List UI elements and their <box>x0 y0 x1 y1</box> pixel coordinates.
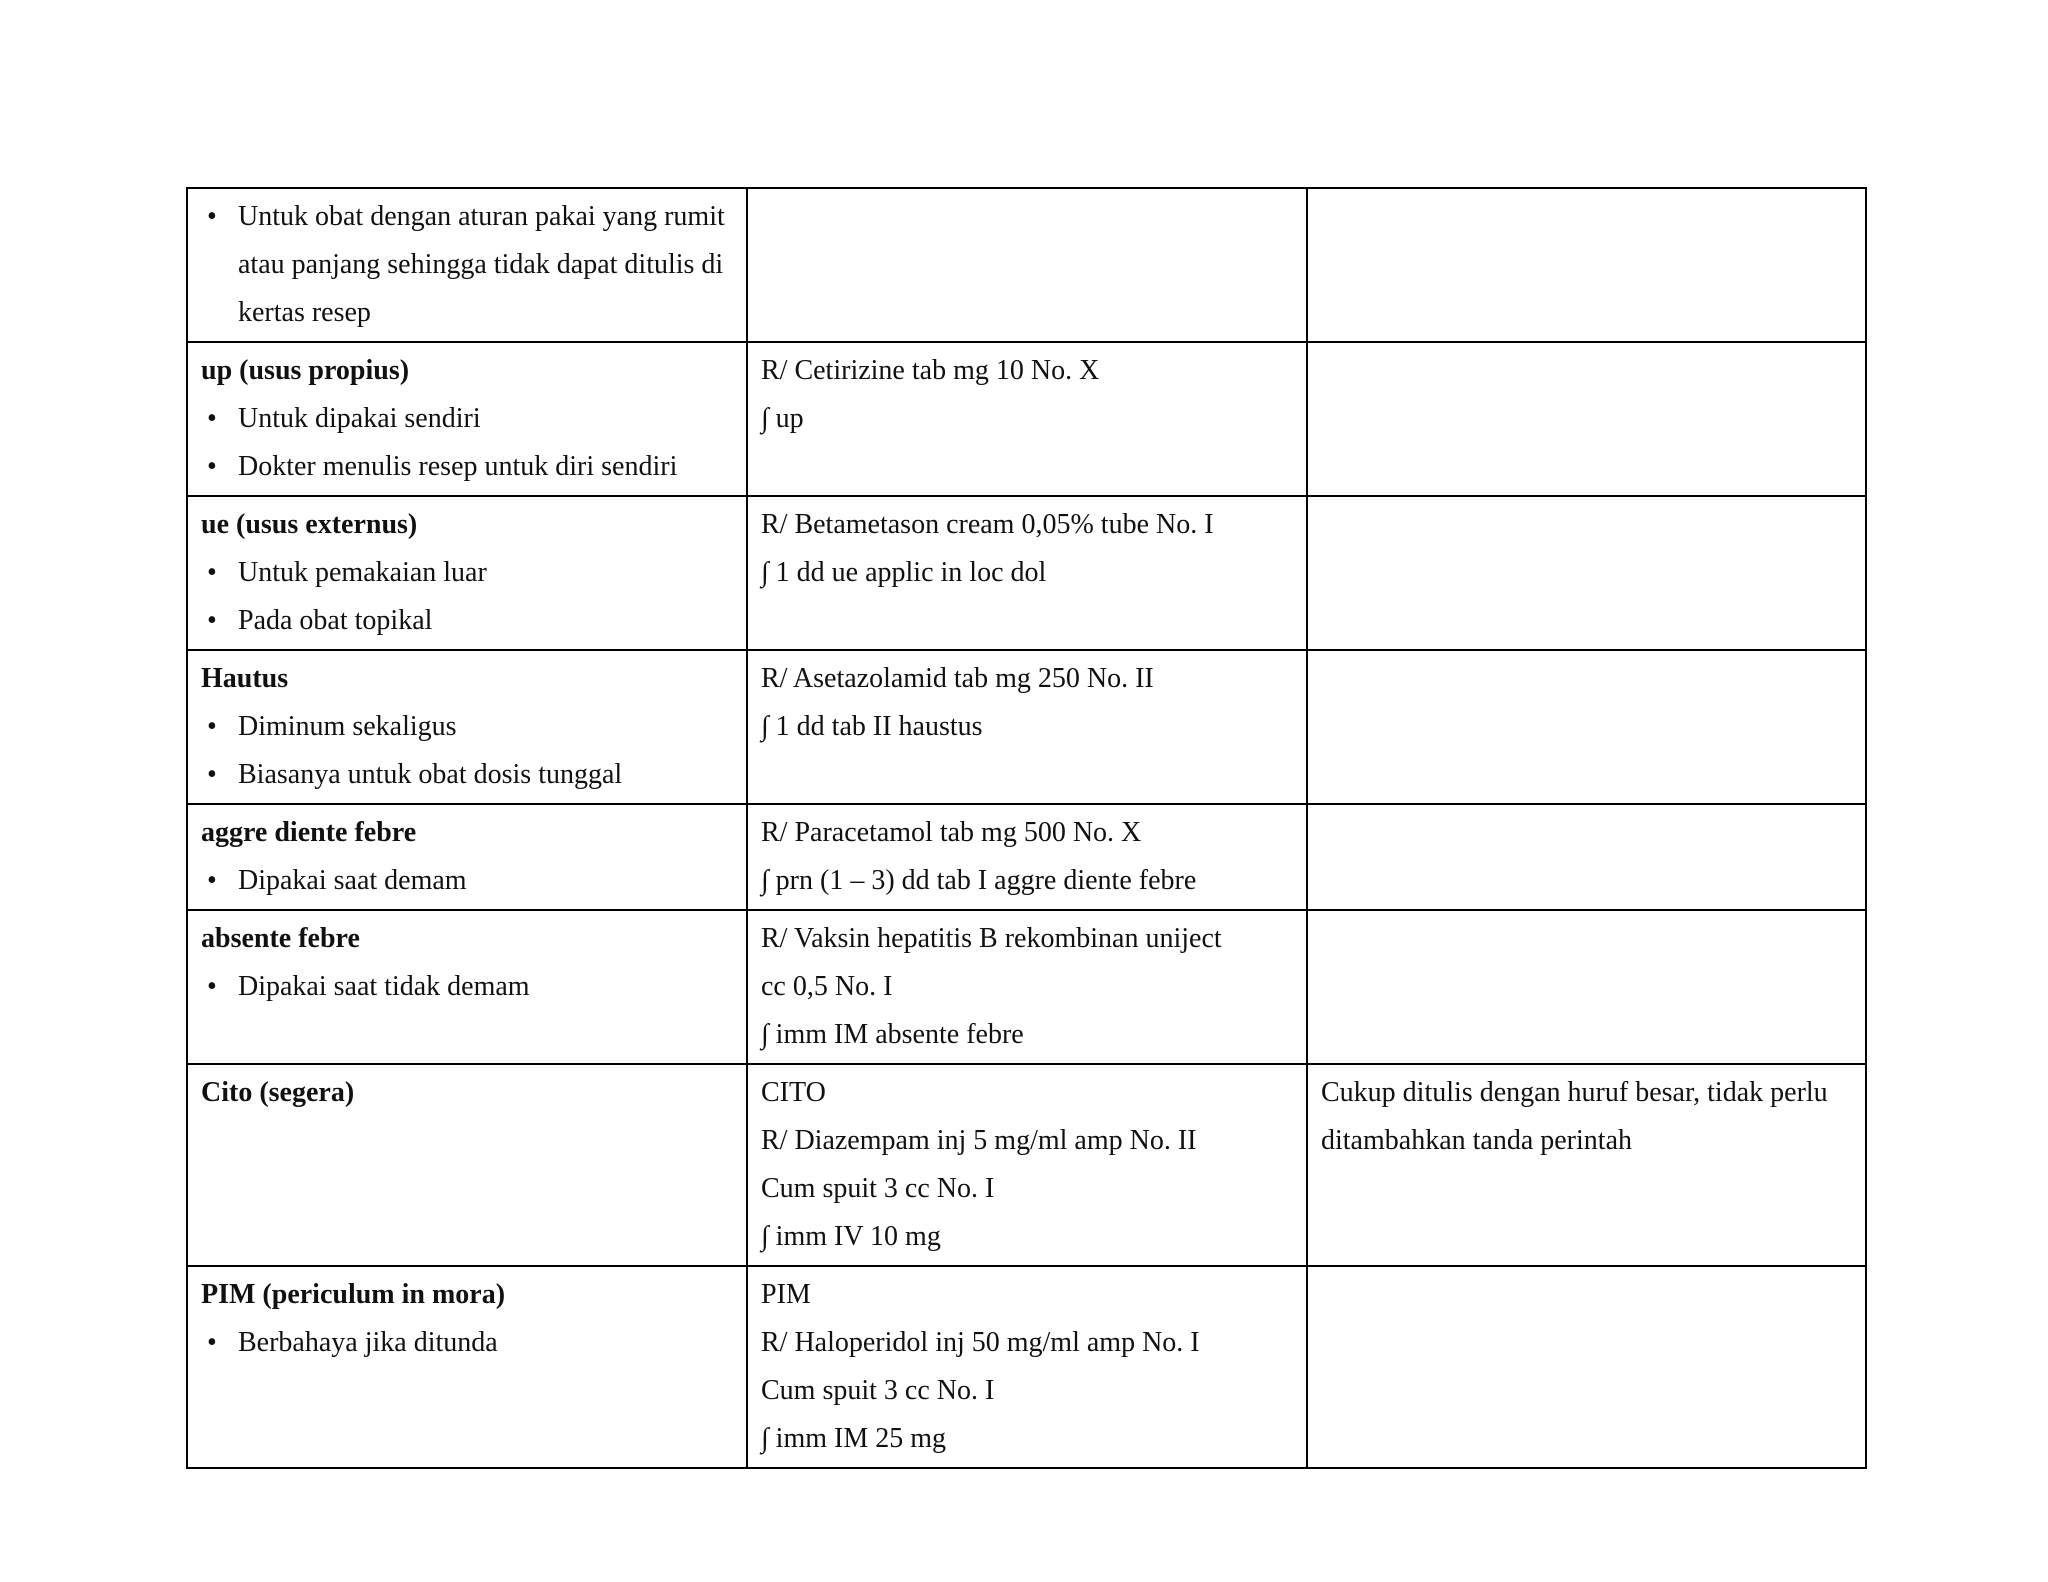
term-cell <box>187 342 747 496</box>
prescription-line: R/ Asetazolamid tab mg 250 No. II <box>761 663 1154 694</box>
prescription-line: ∫ prn (1 – 3) dd tab I aggre diente febre <box>761 865 1197 896</box>
bullet-list <box>201 193 733 337</box>
note-cell <box>1307 650 1866 804</box>
table-row <box>187 342 1866 496</box>
bullet-item: • Dipakai saat demam <box>201 857 733 905</box>
note-cell <box>1307 342 1866 496</box>
table-row <box>187 1266 1866 1468</box>
table-row <box>187 188 1866 342</box>
note-cell <box>1307 496 1866 650</box>
term-cell <box>187 1064 747 1266</box>
bullet-item: • Untuk pemakaian luar <box>201 549 733 597</box>
note-text: Cukup ditulis dengan huruf besar, tidak perlu ditambahkan tanda perintah <box>1321 1077 1828 1156</box>
bullet-item: • Diminum sekaligus <box>201 703 733 751</box>
term-title: PIM (periculum in mora) <box>201 1279 506 1310</box>
bullet-item: • Dipakai saat tidak demam <box>201 963 733 1011</box>
prescription-line: ∫ 1 dd tab II haustus <box>761 711 983 742</box>
prescription-line: ∫ imm IM 25 mg <box>761 1423 947 1454</box>
note-cell <box>1307 910 1866 1064</box>
bullet-list <box>201 857 733 905</box>
term-title: Cito (segera) <box>201 1077 355 1108</box>
table-body <box>187 188 1866 1468</box>
prescription-line: R/ Haloperidol inj 50 mg/ml amp No. I <box>761 1327 1200 1358</box>
bullet-item: • Pada obat topikal <box>201 597 733 645</box>
prescription-line: R/ Diazempam inj 5 mg/ml amp No. II <box>761 1125 1197 1156</box>
table-row <box>187 1064 1866 1266</box>
example-cell <box>747 342 1307 496</box>
prescription-line: R/ Cetirizine tab mg 10 No. X <box>761 355 1100 386</box>
term-cell <box>187 496 747 650</box>
bullet-item: • Untuk obat dengan aturan pakai yang rumit atau panjang sehingga tidak dapat ditulis di kertas resep <box>201 193 733 337</box>
prescription-line: PIM <box>761 1279 811 1310</box>
bullet-list <box>201 395 733 491</box>
term-title: up (usus propius) <box>201 355 410 386</box>
bullet-item: • Berbahaya jika ditunda <box>201 1319 733 1367</box>
prescription-line: ∫ 1 dd ue applic in loc dol <box>761 557 1047 588</box>
bullet-list <box>201 963 733 1011</box>
prescription-line: R/ Vaksin hepatitis B rekombinan uniject <box>761 923 1222 954</box>
table-row <box>187 496 1866 650</box>
bullet-list <box>201 549 733 645</box>
prescription-line: ∫ imm IV 10 mg <box>761 1221 941 1252</box>
note-cell <box>1307 804 1866 910</box>
table-row <box>187 650 1866 804</box>
term-cell <box>187 650 747 804</box>
prescription-line: Cum spuit 3 cc No. I <box>761 1375 995 1406</box>
prescription-line: ∫ imm IM absente febre <box>761 1019 1024 1050</box>
term-title: absente febre <box>201 923 360 954</box>
example-cell <box>747 804 1307 910</box>
prescription-abbreviation-table <box>186 187 1867 1469</box>
bullet-item: • Untuk dipakai sendiri <box>201 395 733 443</box>
bullet-item: • Biasanya untuk obat dosis tunggal <box>201 751 733 799</box>
table-row <box>187 804 1866 910</box>
example-cell <box>747 188 1307 342</box>
prescription-line: cc 0,5 No. I <box>761 971 893 1002</box>
bullet-list <box>201 1319 733 1367</box>
bullet-list <box>201 703 733 799</box>
note-cell <box>1307 188 1866 342</box>
table-row <box>187 910 1866 1064</box>
note-cell <box>1307 1064 1866 1266</box>
prescription-line: R/ Betametason cream 0,05% tube No. I <box>761 509 1214 540</box>
example-cell <box>747 650 1307 804</box>
term-title: aggre diente febre <box>201 817 417 848</box>
prescription-line: R/ Paracetamol tab mg 500 No. X <box>761 817 1142 848</box>
example-cell <box>747 496 1307 650</box>
term-cell <box>187 910 747 1064</box>
example-cell <box>747 1064 1307 1266</box>
term-title: Hautus <box>201 663 289 694</box>
note-cell <box>1307 1266 1866 1468</box>
term-cell <box>187 804 747 910</box>
example-cell <box>747 910 1307 1064</box>
prescription-line: ∫ up <box>761 403 804 434</box>
term-title: ue (usus externus) <box>201 509 418 540</box>
prescription-line: Cum spuit 3 cc No. I <box>761 1173 995 1204</box>
prescription-line: CITO <box>761 1077 826 1108</box>
term-cell <box>187 188 747 342</box>
term-cell <box>187 1266 747 1468</box>
bullet-item: • Dokter menulis resep untuk diri sendiri <box>201 443 733 491</box>
example-cell <box>747 1266 1307 1468</box>
